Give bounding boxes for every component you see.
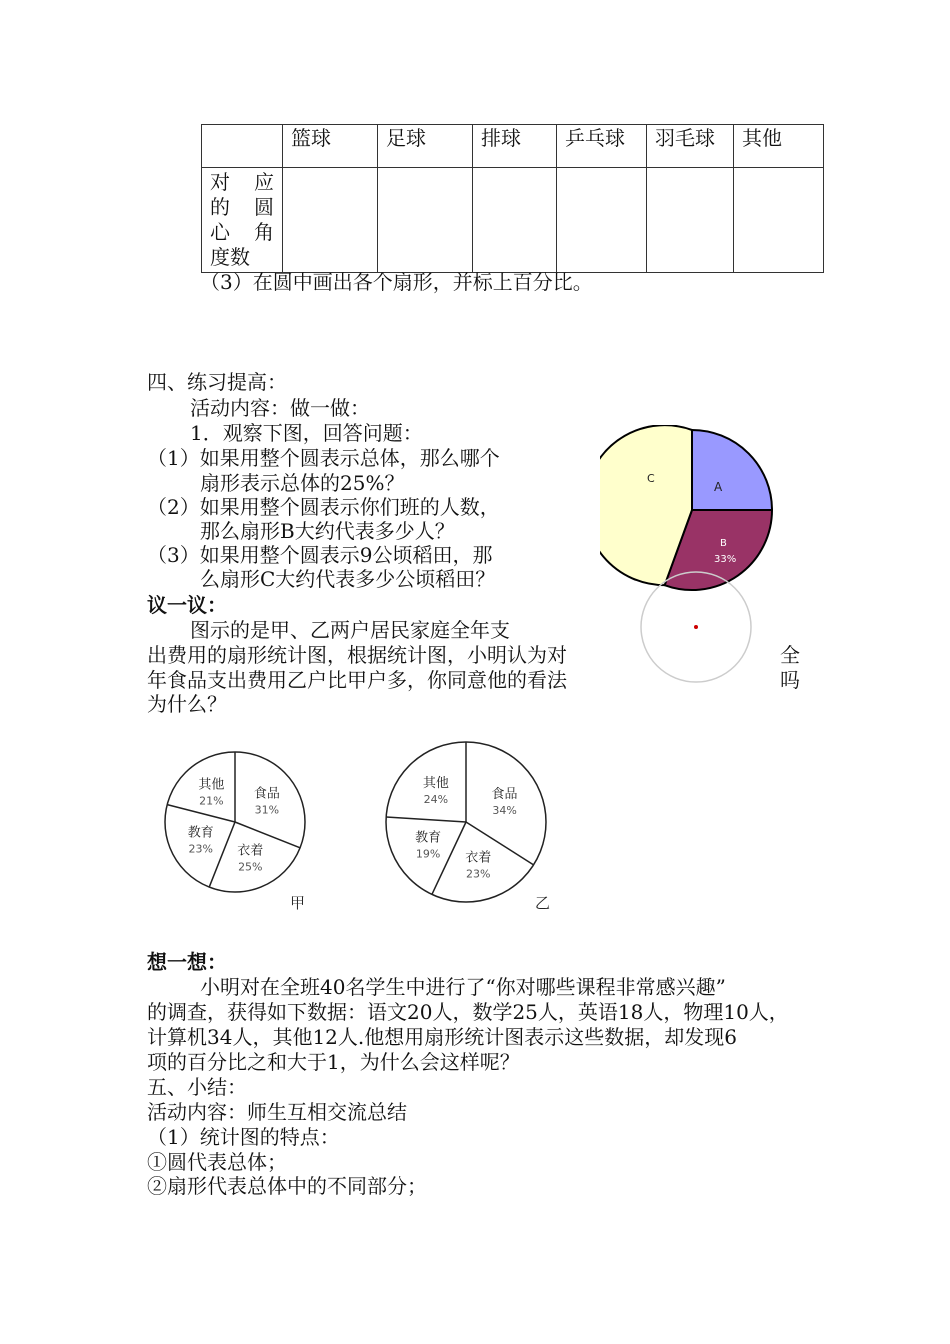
slice-label-food: 食品 xyxy=(491,786,518,802)
slice-percent-food: 31% xyxy=(254,803,280,817)
section4-title: 四、练习提高： xyxy=(147,370,287,394)
slice-label-other: 其他 xyxy=(422,775,449,791)
slice-label-education: 教育 xyxy=(415,830,442,846)
slice-a-label: A xyxy=(714,480,723,494)
slice-percent-education: 23% xyxy=(188,842,213,856)
angle-table xyxy=(201,124,824,273)
angle-cell-pingpong[interactable] xyxy=(557,168,647,273)
discuss-line2-end: 全 xyxy=(780,643,800,667)
slice-percent-food: 34% xyxy=(492,803,517,817)
pie-caption: 甲 xyxy=(290,894,306,912)
pie-caption: 乙 xyxy=(535,894,551,912)
angle-cell-other[interactable] xyxy=(734,168,824,273)
discuss-line4: 为什么？ xyxy=(147,692,227,716)
row-label-central-angle: 对 应 的 圆 心 角 度数 xyxy=(202,168,283,273)
think-line3: 计算机34人，其他12人.他想用扇形统计图表示这些数据，却发现6 xyxy=(147,1025,737,1049)
discuss-line3-end: 吗 xyxy=(780,668,800,692)
question-3-line1: （3）如果用整个圆表示9公顷稻田，那 xyxy=(147,543,493,567)
angle-cell-volleyball[interactable] xyxy=(473,168,557,273)
table-header-row xyxy=(202,125,824,168)
table-angle-row xyxy=(202,168,824,273)
think-line2: 的调查，获得如下数据：语文20人，数学25人，英语18人，物理10人， xyxy=(147,1000,789,1024)
pie-chart-jia xyxy=(165,752,305,912)
header-football: 足球 xyxy=(378,125,473,168)
circle-center-dot xyxy=(694,625,698,629)
summary-circle-item: ①圆代表总体； xyxy=(147,1150,287,1174)
angle-cell-football[interactable] xyxy=(378,168,473,273)
slice-c-label: C xyxy=(647,472,655,485)
summary-point1: （1）统计图的特点： xyxy=(147,1125,340,1149)
think-title: 想一想： xyxy=(147,950,227,974)
abc-pie-figure xyxy=(600,425,790,715)
angle-cell-badminton[interactable] xyxy=(647,168,734,273)
slice-label-food: 食品 xyxy=(253,786,280,802)
table-corner-cell xyxy=(202,125,283,168)
summary-sector-item: ②扇形代表总体中的不同部分； xyxy=(147,1174,427,1198)
section4-activity: 活动内容：做一做： xyxy=(190,396,370,420)
think-line1: 小明对在全班40名学生中进行了“你对哪些课程非常感兴趣” xyxy=(200,975,726,999)
slice-b-percent: 33% xyxy=(714,554,737,565)
question-1-line2: 扇形表示总体的25%？ xyxy=(200,471,405,495)
slice-label-other: 其他 xyxy=(198,777,225,793)
header-pingpong: 乒乓球 xyxy=(557,125,647,168)
pie-slice-a xyxy=(692,430,772,510)
header-basketball: 篮球 xyxy=(283,125,378,168)
slice-percent-education: 19% xyxy=(415,847,441,861)
header-other: 其他 xyxy=(734,125,824,168)
slice-percent-clothes: 25% xyxy=(238,860,263,874)
household-pie-charts xyxy=(150,740,570,920)
question-2-line1: （2）如果用整个圆表示你们班的人数， xyxy=(147,495,500,519)
question-intro: 1．观察下图，回答问题： xyxy=(190,421,423,445)
question-1-line1: （1）如果用整个圆表示总体，那么哪个 xyxy=(147,446,500,470)
summary-activity: 活动内容：师生互相交流总结 xyxy=(147,1100,407,1124)
think-line4: 项的百分比之和大于1，为什么会这样呢？ xyxy=(147,1050,520,1074)
step3-text: （3）在圆中画出各个扇形，并标上百分比。 xyxy=(200,270,593,294)
discuss-line2: 出费用的扇形统计图，根据统计图，小明认为对 xyxy=(147,643,567,667)
header-badminton: 羽毛球 xyxy=(647,125,734,168)
angle-cell-basketball[interactable] xyxy=(283,168,378,273)
slice-b-label: B xyxy=(720,538,727,549)
slice-percent-other: 21% xyxy=(199,794,224,808)
discuss-line3: 年食品支出费用乙户比甲户多，你同意他的看法 xyxy=(147,668,567,692)
discuss-line1: 图示的是甲、乙两户居民家庭全年支 xyxy=(190,618,510,642)
slice-percent-clothes: 23% xyxy=(466,867,491,881)
summary-title: 五、小结： xyxy=(147,1075,247,1099)
pie-chart-yi xyxy=(386,742,550,912)
slice-label-clothes: 衣着 xyxy=(465,850,492,866)
slice-percent-other: 24% xyxy=(423,792,449,806)
slice-label-education: 教育 xyxy=(187,825,214,841)
header-volleyball: 排球 xyxy=(473,125,557,168)
question-3-line2: 么扇形C大约代表多少公顷稻田？ xyxy=(200,567,496,591)
slice-label-clothes: 衣着 xyxy=(237,843,264,859)
question-2-line2: 那么扇形B大约代表多少人？ xyxy=(200,519,455,543)
discuss-title: 议一议： xyxy=(147,593,227,617)
